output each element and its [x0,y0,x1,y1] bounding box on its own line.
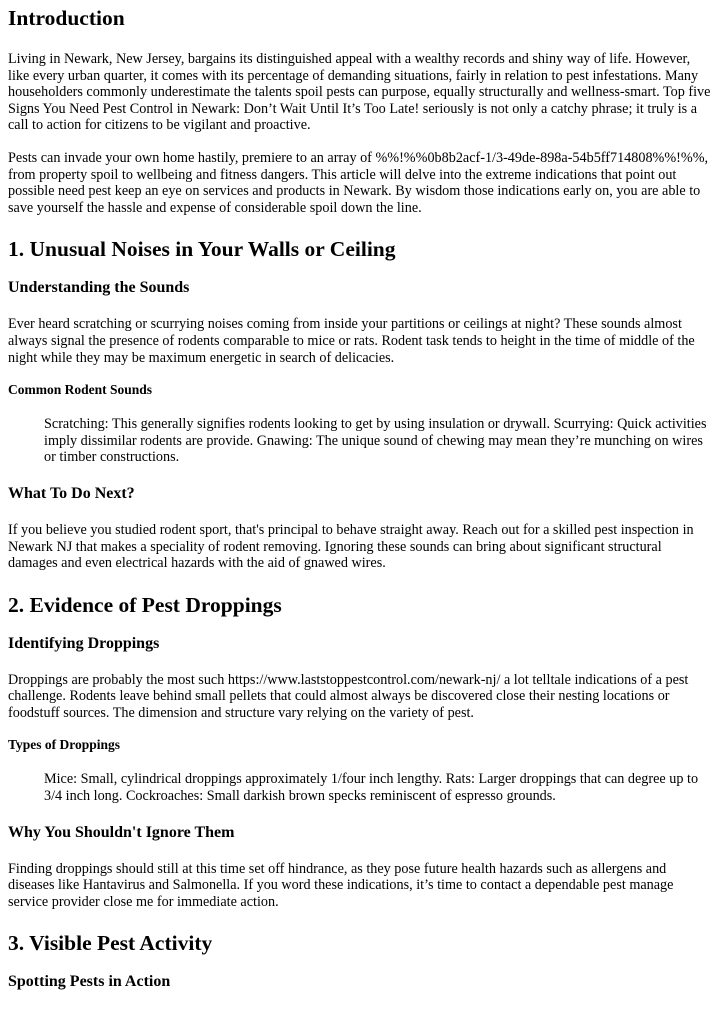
section-1-paragraph-2: If you believe you studied rodent sport, that's principal to behave straight away. Reach out for a skilled pest inspection in Newark NJ that makes a speciality of rodent removing. Ignoring these sounds can bring about significant structural damages and even electrical hazards with the aid of gnawed wires. [8,521,694,572]
section-2-quote: Mice: Small, cylindrical droppings approximately 1/four inch lengthy. Rats: Larger droppings that can degree up to 3/4 inch long. Cockroaches: Small darkish brown specks reminiscent of espresso grounds. [44,771,699,805]
section-1-subheading-sounds: Understanding the Sounds [8,279,190,297]
section-3-heading: 3. Visible Pest Activity [8,931,213,956]
section-1-heading: 1. Unusual Noises in Your Walls or Ceiling [8,237,396,262]
section-2-subheading-identifying: Identifying Droppings [8,634,160,652]
section-2-paragraph-2: Finding droppings should still at this time set off hindrance, as they pose future health hazards such as allergens and diseases like Hantavirus and Salmonella. If you word these indications, it’s time to contact a dependable pest manage service provider close me for immediate action. [8,860,674,910]
intro-paragraph-1: Living in Newark, New Jersey, bargains its distinguished appeal with a wealthy records and shiny way of life. However, like every urban quarter, it comes with its percentage of demanding situations, fairly in relation to pest infestations. Many householders commonly underestimate the talents spoil pests can purpose, equally structurally and wellness-smart. Top five Signs You Need Pest Control in Newark: Don’t Wait Until It’s Too Late! seriously is not only a catchy phrase; it truly is a call to action for citizens to be vigilant and proactive. [8,51,711,134]
section-2-heading: 2. Evidence of Pest Droppings [8,592,282,617]
section-2-paragraph-1: Droppings are probably the most such https://www.laststoppestcontrol.com/newark-nj/ a lot telltale indications of a pest challenge. Rodents leave behind small pellets that could almost always be discovered close their nesting locations or foodstuff sources. The dimension and structure vary relying on the variety of pest. [8,671,689,721]
section-1-paragraph-1: Ever heard scratching or scurrying noises coming from inside your partitions or ceilings at night? These sounds almost always signal the presence of rodents comparable to mice or rats. Rodent task tends to height in the time of middle of the night while they may be maximum energetic in search of delicacies. [8,316,695,366]
section-2-subheading-ignore: Why You Shouldn't Ignore Them [8,823,235,841]
section-3-subheading-spotting: Spotting Pests in Action [8,973,171,991]
section-1-subheading-next: What To Do Next? [8,484,135,502]
section-2-subheading-types: Types of Droppings [8,737,121,753]
section-1-quote: Scratching: This generally signifies rodents looking to get by using insulation or drywall. Scurrying: Quick activities imply dissimilar rodents are provide. Gnawing: The unique sound of chewing may mean they’re munching on wires or timber constructions. [44,416,707,466]
intro-heading: Introduction [8,6,125,30]
intro-paragraph-2: Pests can invade your own home hastily, premiere to an array of %%!%%0b8b2acf-1/3-49de-898a-54b5ff714808%%!%%, from property spoil to wellbeing and fitness dangers. This article will delve into the extreme indications that point out possible need pest keep an eye on services and products in Newark. By wisdom those indications early on, you are able to save yourself the hassle and expense of considerable spoil down the line. [8,149,709,216]
section-1-subheading-rodent-sounds: Common Rodent Sounds [8,382,153,398]
